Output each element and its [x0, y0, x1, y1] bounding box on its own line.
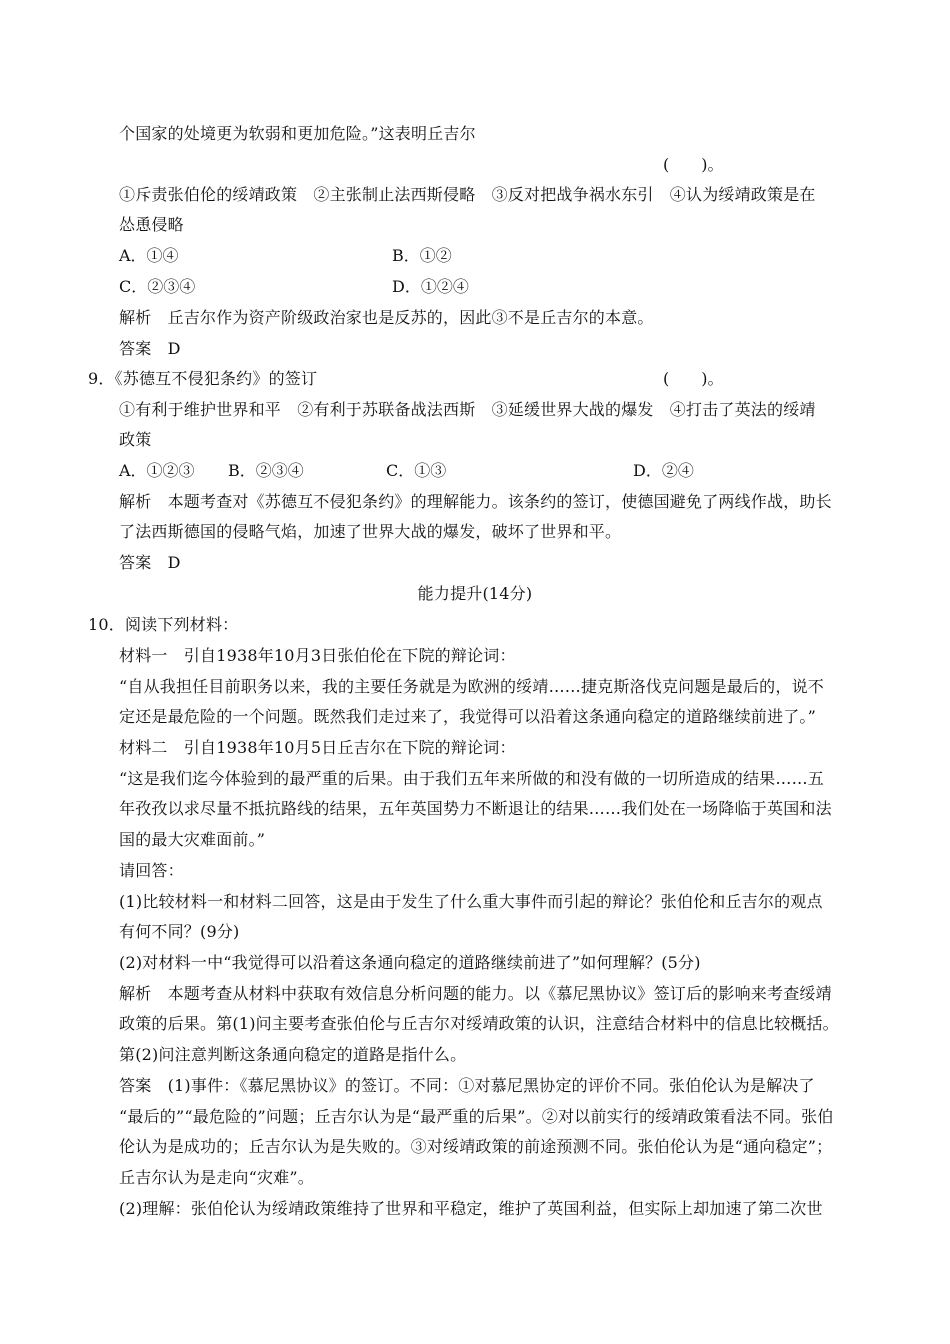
q9-choice-b: B．②③④ — [228, 461, 304, 480]
q8-stem-tail: 个国家的处境更为软弱和更加危险。”这表明丘吉尔 — [119, 124, 476, 143]
q9-options-line-2: 政策 — [119, 430, 152, 449]
q9-choice-d: D．②④ — [633, 461, 694, 480]
q10-material-2-title: 材料二 引自1938年10月5日丘吉尔在下院的辩论词： — [119, 738, 516, 757]
q8-answer: 答案 D — [119, 339, 181, 358]
q10-analysis-line-3: 第(2)问注意判断这条通向稳定的道路是指什么。 — [119, 1045, 467, 1064]
q9-analysis-line-1: 解析 本题考查对《苏德互不侵犯条约》的理解能力。该条约的签订，使德国避免了两线作战，助长 — [119, 492, 832, 511]
q10-material-2-line-3: 国的最大灾难面前。” — [119, 830, 266, 849]
q10-answer-line-5: (2)理解：张伯伦认为绥靖政策维持了世界和平稳定，维护了英国利益，但实际上却加速了第二次世 — [119, 1199, 823, 1218]
q10-sub1-line-1: (1)比较材料一和材料二回答，这是由于发生了什么重大事件而引起的辩论？张伯伦和丘吉尔的观点 — [119, 892, 823, 911]
q8-choice-a: A．①④ — [119, 246, 179, 265]
q10-analysis-line-2: 政策的后果。第(1)问主要考查张伯伦与丘吉尔对绥靖政策的认识，注意结合材料中的信息比较概括。 — [119, 1014, 839, 1033]
q10-sub1-line-2: 有何不同？(9分) — [119, 922, 240, 941]
q10-answer-line-4: 丘吉尔认为是走向“灾难”。 — [119, 1168, 314, 1187]
q10-material-2-line-2: 年孜孜以求尽量不抵抗路线的结果，五年英国势力不断退让的结果……我们处在一场降临于英国和法 — [119, 799, 832, 818]
q10-stem: 10．阅读下列材料： — [88, 615, 239, 634]
q8-options-line-2: 怂恿侵略 — [119, 215, 184, 234]
q10-analysis-line-1: 解析 本题考查从材料中获取有效信息分析问题的能力。以《慕尼黑协议》签订后的影响来考查绥靖 — [119, 984, 832, 1003]
q8-analysis: 解析 丘吉尔作为资产阶级政治家也是反苏的，因此③不是丘吉尔的本意。 — [119, 308, 654, 327]
q10-material-1-title: 材料一 引自1938年10月3日张伯伦在下院的辩论词： — [119, 646, 516, 665]
q9-options-line-1: ①有利于维护世界和平 ②有利于苏联备战法西斯 ③延缓世界大战的爆发 ④打击了英法的绥靖 — [119, 400, 816, 419]
q8-choice-b: B．①② — [392, 246, 452, 265]
q8-options-line-1: ①斥责张伯伦的绥靖政策 ②主张制止法西斯侵略 ③反对把战争祸水东引 ④认为绥靖政策是在 — [119, 185, 816, 204]
q10-material-1-line-2: 定还是最危险的一个问题。既然我们走过来了，我觉得可以沿着这条通向稳定的道路继续前进了。” — [119, 707, 816, 726]
q10-material-1-line-1: “自从我担任目前职务以来，我的主要任务就是为欧洲的绥靖……捷克斯洛伐克问题是最后的，说不 — [119, 677, 824, 696]
q10-prompt: 请回答： — [119, 861, 184, 880]
section-title: 能力提升(14分) — [417, 584, 533, 603]
q8-answer-paren: ( )。 — [663, 155, 724, 174]
q8-choice-d: D．①②④ — [392, 277, 469, 296]
q10-answer-line-2: “最后的”“最危险的”问题；丘吉尔认为是“最严重的后果”。②对以前实行的绥靖政策看法不同。张伯 — [119, 1107, 834, 1126]
q9-answer: 答案 D — [119, 553, 181, 572]
q9-choice-c: C．①③ — [386, 461, 447, 480]
q10-sub2: (2)对材料一中“我觉得可以沿着这条通向稳定的道路继续前进了”如何理解？(5分) — [119, 953, 701, 972]
q9-choice-a: A．①②③ — [119, 461, 195, 480]
q8-choice-c: C．②③④ — [119, 277, 196, 296]
q9-analysis-line-2: 了法西斯德国的侵略气焰，加速了世界大战的爆发，破坏了世界和平。 — [119, 522, 622, 541]
q9-answer-paren: ( )。 — [663, 369, 724, 388]
q10-answer-line-1: 答案 (1)事件：《慕尼黑协议》的签订。不同：①对慕尼黑协定的评价不同。张伯伦认为是解决了 — [119, 1076, 815, 1095]
q10-material-2-line-1: “这是我们迄今体验到的最严重的后果。由于我们五年来所做的和没有做的一切所造成的结果……五 — [119, 769, 824, 788]
q9-stem: 9．《苏德互不侵犯条约》的签订 — [88, 369, 318, 388]
q10-answer-line-3: 伦认为是成功的；丘吉尔认为是失败的。③对绥靖政策的前途预测不同。张伯伦认为是“通向稳定”； — [119, 1137, 833, 1156]
